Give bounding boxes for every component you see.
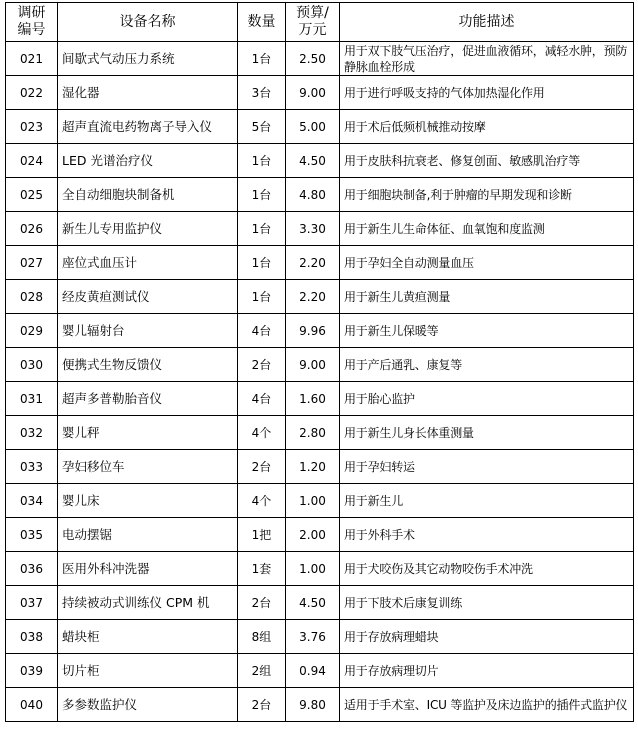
cell-budget: 4.80 [286,178,340,212]
cell-equipment-name: 经皮黄疸测试仪 [58,280,238,314]
cell-function: 用于胎心监护 [340,382,634,416]
cell-quantity: 3台 [238,76,286,110]
cell-quantity: 1把 [238,518,286,552]
table-body [6,42,634,722]
cell-equipment-name: 婴儿辐射台 [58,314,238,348]
cell-budget: 4.50 [286,586,340,620]
cell-budget: 0.94 [286,654,340,688]
table-row [6,382,634,416]
table-row [6,178,634,212]
cell-quantity: 1台 [238,280,286,314]
cell-quantity: 4个 [238,416,286,450]
cell-id: 021 [6,42,58,76]
cell-budget: 2.00 [286,518,340,552]
cell-quantity: 4个 [238,484,286,518]
cell-function: 用于新生儿 [340,484,634,518]
table-row [6,246,634,280]
header-budget [286,3,340,42]
table-row [6,450,634,484]
table-row [6,348,634,382]
cell-equipment-name: 婴儿秤 [58,416,238,450]
cell-function: 用于存放病理切片 [340,654,634,688]
cell-function: 用于新生儿生命体征、血氧饱和度监测 [340,212,634,246]
cell-quantity: 2台 [238,348,286,382]
table-row [6,552,634,586]
cell-budget: 4.50 [286,144,340,178]
table-row [6,416,634,450]
cell-equipment-name: 超声多普勒胎音仪 [58,382,238,416]
cell-id: 023 [6,110,58,144]
cell-quantity: 1台 [238,246,286,280]
cell-function: 用于存放病理蜡块 [340,620,634,654]
cell-quantity: 4台 [238,314,286,348]
cell-function: 用于皮肤科抗衰老、修复创面、敏感肌治疗等 [340,144,634,178]
table-row [6,42,634,76]
cell-function: 用于新生儿保暖等 [340,314,634,348]
header-budget-line1: 预算/ [296,5,329,21]
cell-id: 027 [6,246,58,280]
cell-function: 用于新生儿黄疸测量 [340,280,634,314]
table-row [6,212,634,246]
cell-function: 适用于手术室、ICU 等监护及床边监护的插件式监护仪 [340,688,634,722]
cell-quantity: 1台 [238,178,286,212]
cell-id: 028 [6,280,58,314]
cell-equipment-name: 湿化器 [58,76,238,110]
cell-equipment-name: 超声直流电药物离子导入仪 [58,110,238,144]
cell-equipment-name: 婴儿床 [58,484,238,518]
cell-quantity: 1台 [238,212,286,246]
cell-id: 038 [6,620,58,654]
equipment-table [5,2,634,722]
cell-quantity: 2台 [238,586,286,620]
table-row [6,110,634,144]
cell-quantity: 5台 [238,110,286,144]
equipment-table-container [5,2,633,722]
table-row [6,688,634,722]
cell-budget: 9.00 [286,348,340,382]
cell-budget: 2.20 [286,280,340,314]
header-budget-line2: 万元 [298,22,327,38]
cell-quantity: 2组 [238,654,286,688]
cell-budget: 2.80 [286,416,340,450]
cell-id: 033 [6,450,58,484]
table-row [6,314,634,348]
cell-budget: 9.00 [286,76,340,110]
cell-budget: 1.20 [286,450,340,484]
cell-equipment-name: LED 光谱治疗仪 [58,144,238,178]
header-id-line1: 调研 [17,5,46,21]
cell-equipment-name: 蜡块柜 [58,620,238,654]
cell-id: 039 [6,654,58,688]
cell-function: 用于下肢术后康复训练 [340,586,634,620]
cell-equipment-name: 全自动细胞块制备机 [58,178,238,212]
cell-quantity: 1台 [238,144,286,178]
cell-function: 用于双下肢气压治疗，促进血液循环，减轻水肿，预防静脉血栓形成 [340,42,634,76]
cell-budget: 9.80 [286,688,340,722]
cell-budget: 1.00 [286,484,340,518]
cell-quantity: 1套 [238,552,286,586]
cell-function: 用于术后低频机械推动按摩 [340,110,634,144]
header-id [6,3,58,42]
cell-id: 040 [6,688,58,722]
cell-budget: 3.30 [286,212,340,246]
cell-quantity: 8组 [238,620,286,654]
cell-quantity: 2台 [238,688,286,722]
table-row [6,586,634,620]
table-row [6,654,634,688]
cell-quantity: 4台 [238,382,286,416]
cell-equipment-name: 孕妇移位车 [58,450,238,484]
cell-quantity: 1台 [238,42,286,76]
cell-id: 031 [6,382,58,416]
cell-function: 用于进行呼吸支持的气体加热湿化作用 [340,76,634,110]
cell-id: 024 [6,144,58,178]
cell-id: 026 [6,212,58,246]
cell-budget: 2.50 [286,42,340,76]
cell-id: 022 [6,76,58,110]
cell-function: 用于外科手术 [340,518,634,552]
cell-equipment-name: 座位式血压计 [58,246,238,280]
cell-equipment-name: 新生儿专用监护仪 [58,212,238,246]
cell-function: 用于孕妇全自动测量血压 [340,246,634,280]
cell-equipment-name: 多参数监护仪 [58,688,238,722]
header-name: 设备名称 [58,3,238,42]
cell-function: 用于孕妇转运 [340,450,634,484]
cell-budget: 1.00 [286,552,340,586]
cell-equipment-name: 医用外科冲洗器 [58,552,238,586]
cell-equipment-name: 间歇式气动压力系统 [58,42,238,76]
cell-id: 037 [6,586,58,620]
cell-id: 035 [6,518,58,552]
table-row [6,76,634,110]
cell-equipment-name: 切片柜 [58,654,238,688]
cell-function: 用于新生儿身长体重测量 [340,416,634,450]
header-function: 功能描述 [340,3,634,42]
header-id-line2: 编号 [17,22,46,38]
table-row [6,518,634,552]
cell-id: 034 [6,484,58,518]
cell-id: 036 [6,552,58,586]
cell-quantity: 2台 [238,450,286,484]
table-row [6,280,634,314]
cell-budget: 5.00 [286,110,340,144]
cell-budget: 3.76 [286,620,340,654]
cell-equipment-name: 便携式生物反馈仪 [58,348,238,382]
cell-budget: 9.96 [286,314,340,348]
table-header-row [6,3,634,42]
cell-id: 030 [6,348,58,382]
cell-id: 032 [6,416,58,450]
cell-budget: 1.60 [286,382,340,416]
header-qty: 数量 [238,3,286,42]
cell-id: 025 [6,178,58,212]
table-row [6,144,634,178]
cell-id: 029 [6,314,58,348]
cell-equipment-name: 持续被动式训练仪 CPM 机 [58,586,238,620]
cell-function: 用于犬咬伤及其它动物咬伤手术冲洗 [340,552,634,586]
cell-function: 用于产后通乳、康复等 [340,348,634,382]
cell-function: 用于细胞块制备,利于肿瘤的早期发现和诊断 [340,178,634,212]
table-row [6,484,634,518]
cell-budget: 2.20 [286,246,340,280]
table-row [6,620,634,654]
cell-equipment-name: 电动摆锯 [58,518,238,552]
